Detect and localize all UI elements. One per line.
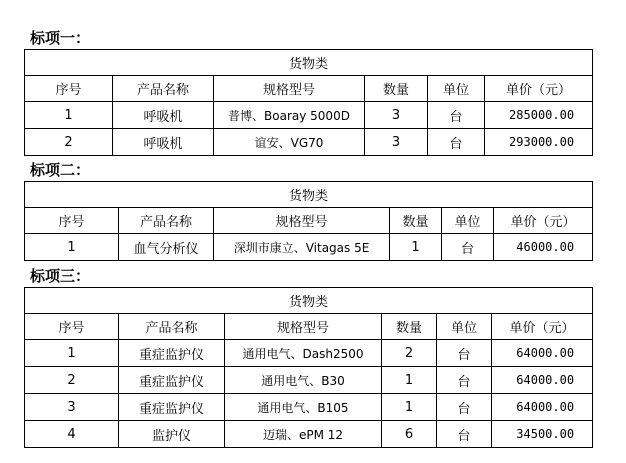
col-spec: 规格型号 [214,76,365,102]
col-qty: 数量 [390,208,442,234]
cell-index: 3 [25,394,119,421]
cell-price: 293000.00 [485,129,593,156]
cell-unit: 台 [442,234,494,261]
cell-product: 呼吸机 [113,129,214,156]
cell-spec: 通用电气、B30 [225,367,382,394]
category-header: 货物类 [25,50,593,76]
col-price: 单价（元） [485,76,593,102]
cell-spec: 普博、Boaray 5000D [214,102,365,129]
cell-index: 2 [25,367,119,394]
table-row [25,394,593,421]
col-price: 单价（元） [492,314,593,340]
cell-price: 34500.00 [492,421,593,448]
cell-index: 1 [25,102,113,129]
category-header: 货物类 [25,182,593,208]
col-qty: 数量 [365,76,428,102]
section-title: 标项二： [30,161,91,179]
cell-qty: 1 [382,367,437,394]
cell-qty: 6 [382,421,437,448]
cell-product: 呼吸机 [113,102,214,129]
col-spec: 规格型号 [225,314,382,340]
col-unit: 单位 [442,208,494,234]
col-unit: 单位 [437,314,492,340]
cell-price: 64000.00 [492,367,593,394]
cell-qty: 1 [382,394,437,421]
cell-product: 血气分析仪 [119,234,214,261]
goods-table [24,49,593,156]
col-price: 单价（元） [494,208,593,234]
col-index: 序号 [25,208,119,234]
cell-unit: 台 [428,102,485,129]
table-row [25,234,593,261]
cell-unit: 台 [437,340,492,367]
cell-product: 重症监护仪 [119,394,225,421]
cell-product: 重症监护仪 [119,367,225,394]
cell-unit: 台 [428,129,485,156]
cell-qty: 3 [365,102,428,129]
cell-qty: 2 [382,340,437,367]
cell-price: 64000.00 [492,394,593,421]
column-headers [25,76,593,102]
cell-product: 监护仪 [119,421,225,448]
column-headers [25,208,593,234]
col-product: 产品名称 [113,76,214,102]
col-product: 产品名称 [119,208,214,234]
section-title: 标项三： [30,267,91,285]
cell-index: 1 [25,340,119,367]
cell-unit: 台 [437,394,492,421]
cell-qty: 3 [365,129,428,156]
cell-product: 重症监护仪 [119,340,225,367]
cell-index: 2 [25,129,113,156]
table-row [25,340,593,367]
table-row [25,102,593,129]
table-row [25,367,593,394]
cell-index: 1 [25,234,119,261]
cell-qty: 1 [390,234,442,261]
table-row [25,129,593,156]
col-qty: 数量 [382,314,437,340]
column-headers [25,314,593,340]
cell-spec: 通用电气、B105 [225,394,382,421]
cell-price: 64000.00 [492,340,593,367]
section-title: 标项一： [30,29,91,47]
goods-table [24,181,593,261]
cell-unit: 台 [437,421,492,448]
col-product: 产品名称 [119,314,225,340]
cell-unit: 台 [437,367,492,394]
col-index: 序号 [25,76,113,102]
col-spec: 规格型号 [214,208,390,234]
cell-spec: 谊安、VG70 [214,129,365,156]
cell-spec: 迈瑞、ePM 12 [225,421,382,448]
cell-price: 285000.00 [485,102,593,129]
cell-index: 4 [25,421,119,448]
col-unit: 单位 [428,76,485,102]
col-index: 序号 [25,314,119,340]
cell-price: 46000.00 [494,234,593,261]
cell-spec: 深圳市康立、Vitagas 5E [214,234,390,261]
goods-table [24,287,593,448]
table-row [25,421,593,448]
cell-spec: 通用电气、Dash2500 [225,340,382,367]
category-header: 货物类 [25,288,593,314]
